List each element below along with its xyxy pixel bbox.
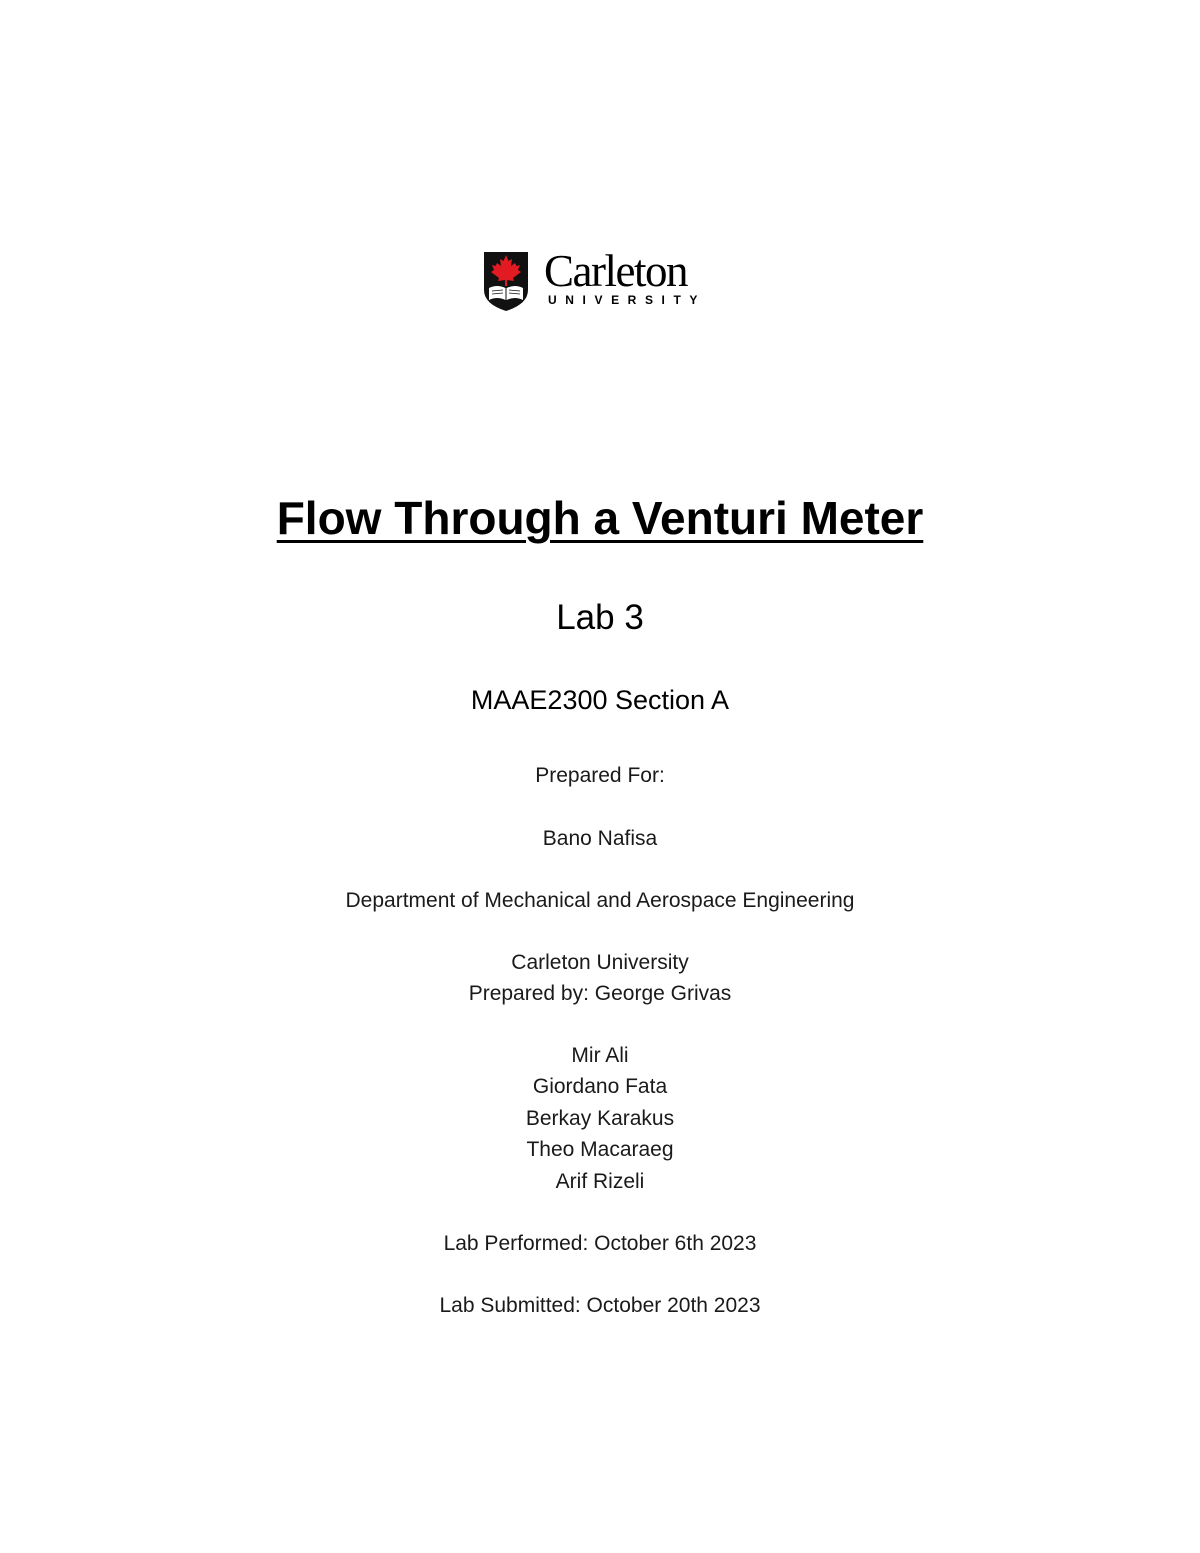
report-title — [0, 488, 1200, 548]
logo-wordmark: Carleton — [544, 246, 687, 296]
prepared-for-label: Prepared For: — [535, 764, 665, 787]
team-member: Giordano Fata — [532, 1075, 668, 1098]
lab-performed-date: Lab Performed: October 6th 2023 — [443, 1232, 757, 1255]
report-title-text: Flow Through a Venturi Meter — [276, 492, 924, 544]
team-member: Arif Rizeli — [555, 1170, 645, 1193]
department-name: Department of Mechanical and Aerospace Engineering — [345, 889, 855, 912]
course-section: MAAE2300 Section A — [470, 685, 730, 715]
team-member: Theo Macaraeg — [526, 1138, 674, 1161]
carleton-shield-icon — [482, 250, 530, 312]
team-member: Berkay Karakus — [525, 1107, 675, 1130]
lab-submitted-date: Lab Submitted: October 20th 2023 — [439, 1294, 761, 1317]
university-name: Carleton University — [511, 951, 689, 974]
logo-subtitle: UNIVERSITY — [548, 293, 707, 307]
instructor-name: Bano Nafisa — [542, 827, 658, 850]
carleton-logo — [482, 246, 722, 312]
prepared-by-line: Prepared by: George Grivas — [468, 982, 732, 1005]
team-member: Mir Ali — [571, 1044, 629, 1067]
lab-number: Lab 3 — [556, 598, 644, 637]
